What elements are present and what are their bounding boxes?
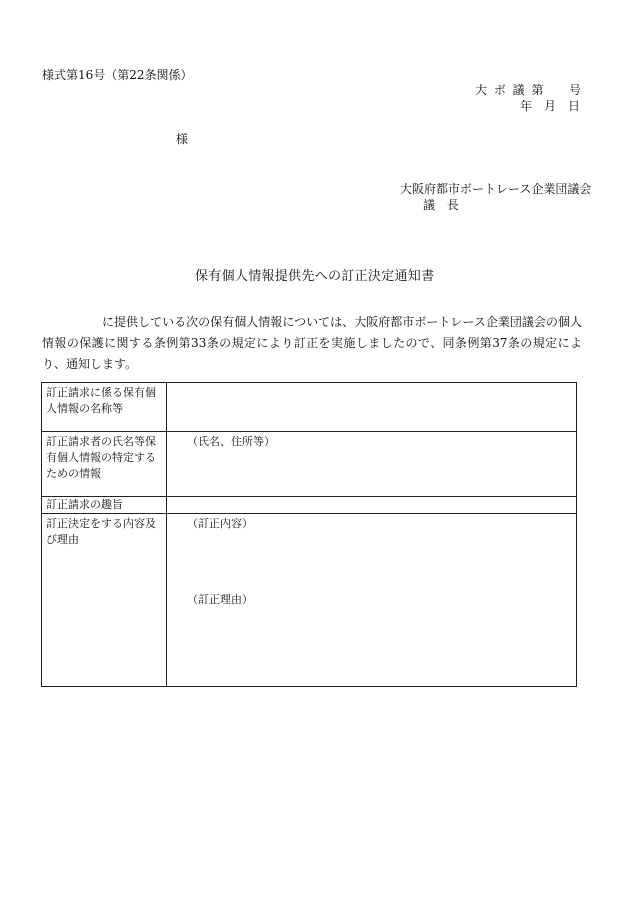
table-row	[42, 514, 577, 687]
table-row	[42, 432, 577, 497]
table-label-cell: 訂正請求に係る保有個人情報の名称等	[42, 383, 167, 432]
table-label-cell: 訂正請求の趣旨	[42, 497, 167, 514]
notice-body-text: に提供している次の保有個人情報については、大阪府都市ボートレース企業団議会の個人情報の保護に関する条例第33条の規定により訂正を実施しましたので、同条例第37条の規定により、通知します。	[42, 315, 582, 371]
table-row	[42, 497, 577, 514]
recipient-honorific: 様	[176, 132, 189, 146]
sender-title: 議 長	[423, 198, 463, 212]
correction-reason-hint: （訂正理由）	[187, 593, 253, 606]
table-value-cell	[167, 497, 577, 514]
document-number: 大 ボ 議 第 号	[475, 83, 582, 97]
spacer	[171, 532, 572, 592]
table-label-cell: 訂正決定をする内容及び理由	[42, 514, 167, 687]
table-row	[42, 383, 577, 432]
form-number: 様式第16号（第22条関係）	[42, 68, 193, 82]
correction-content-hint: （訂正内容）	[187, 517, 253, 530]
information-table	[41, 382, 577, 687]
table-value-cell	[167, 514, 577, 687]
document-date: 年 月 日	[520, 99, 581, 113]
requester-info-hint: （氏名、住所等）	[187, 435, 275, 448]
table-value-cell	[167, 432, 577, 497]
table-value-cell	[167, 383, 577, 432]
table-label-cell: 訂正請求者の氏名等保有個人情報の特定するための情報	[42, 432, 167, 497]
sender-organization: 大阪府都市ボートレース企業団議会	[400, 182, 592, 196]
document-title: 保有個人情報提供先への訂正決定通知書	[195, 269, 435, 284]
